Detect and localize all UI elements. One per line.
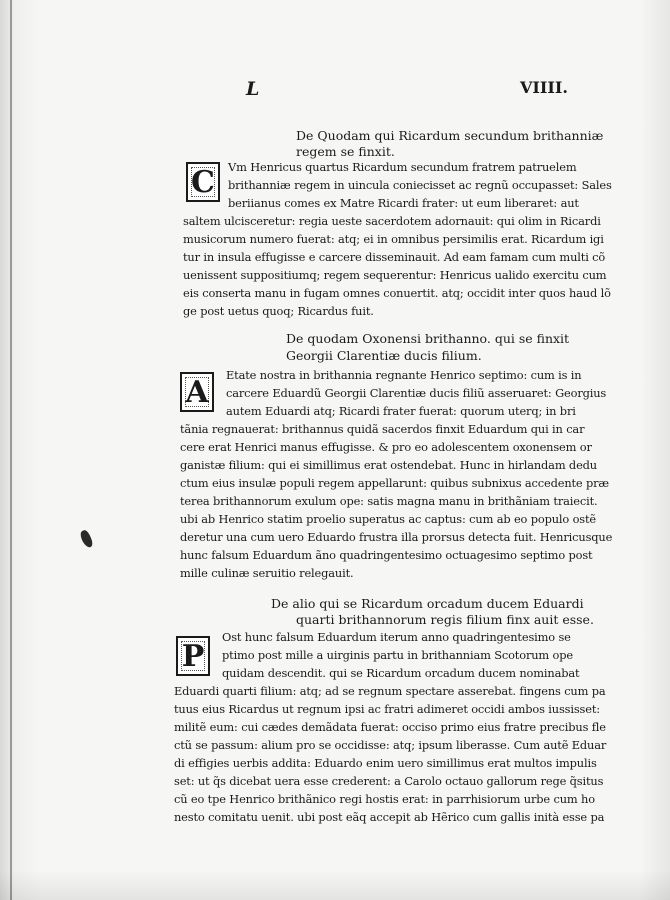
section-1-line: uenissent suppositiumq; regem sequerentur: Henricus ualido exercitu cum [183, 268, 607, 282]
section-2-line: ubi ab Henrico statim proelio superatus ac captus: cum ab eo populo ostẽ [180, 512, 596, 526]
section-3-line: tuus eius Ricardus ut regnum ipsi ac fratri adimeret occidi ambos iussisset: [174, 702, 600, 716]
section-2-line: carcere Eduardũ Georgii Clarentiæ ducis filiũ asseruaret: Georgius [226, 386, 607, 400]
section-2-line: hunc falsum Eduardum ãno quadringentesimo octuagesimo septimo post [180, 548, 593, 562]
section-3-line: quidam descendit. qui se Ricardum orcadum ducem nominabat [222, 666, 580, 680]
section-2-line: ctum eius insulæ populi regem appellarunt: quibus subnixus accedente præ [180, 476, 609, 490]
section-2-heading-line-1: De quodam Oxonensi brithanno. qui se finxit [286, 331, 570, 346]
section-1-heading-line-2: regem se finxit. [296, 144, 395, 159]
binding-edge [10, 0, 12, 900]
section-3-heading-line-2: quarti brithannorum regis filium finx auit esse. [296, 612, 594, 627]
section-3-line: ctũ se passum: alium pro se occidisse: atq; ipsum liberasse. Cum autẽ Eduar [174, 738, 607, 752]
section-2-line: deretur una cum uero Eduardo frustra illa prorsus detecta fuit. Henricusque [180, 530, 613, 544]
section-3-line: Ost hunc falsum Eduardum iterum anno quadringentesimo se [222, 630, 571, 644]
section-2-line: ganistæ filium: qui ei simillimus erat ostendebat. Hunc in hirlandam dedu [180, 458, 597, 472]
section-1-line: Vm Henricus quartus Ricardum secundum fratrem patruelem [228, 160, 577, 174]
section-2-line: autem Eduardi atq; Ricardi frater fuerat: quorum uterq; in bri [226, 404, 576, 418]
section-1-line: eis conserta manu in fugam omnes conuertit. atq; occidit inter quos haud lõ [183, 286, 611, 300]
page-signature: L [246, 78, 260, 100]
section-1-initial: C [186, 162, 220, 202]
section-3-line: Eduardi quarti filium: atq; ad se regnum spectare asserebat. fingens cum pa [174, 684, 606, 698]
section-2-line: cere erat Henrici manus effugisse. & pro eo adolescentem oxonensem or [180, 440, 592, 454]
section-1-line: saltem ulcisceretur: regia ueste sacerdotem adornauit: qui olim in Ricardi [183, 214, 601, 228]
section-3-initial: P [176, 636, 210, 676]
section-1-line: ge post uetus quoq; Ricardus fuit. [183, 304, 374, 318]
section-1-line: beriianus comes ex Matre Ricardi frater: ut eum liberaret: aut [228, 196, 579, 210]
section-2-line: Etate nostra in brithannia regnante Henrico septimo: cum is in [226, 368, 582, 382]
section-3-line: di effigies uerbis addita: Eduardo enim uero simillimus erat multos impulis [174, 756, 597, 770]
section-3-line: militẽ eum: cui cædes demãdata fuerat: occiso primo eius fratre precibus fle [174, 720, 606, 734]
section-2-line: tãnia regnauerat: brithannus quidã sacerdos finxit Eduardum qui in car [180, 422, 585, 436]
section-1-heading-line-1: De Quodam qui Ricardum secundum brithanniæ [296, 128, 604, 143]
section-3-heading-line-1: De alio qui se Ricardum orcadum ducem Eduardi [271, 596, 584, 611]
section-2-line: mille culinæ seruitio relegauit. [180, 566, 354, 580]
section-3-line: ptimo post mille a uirginis partu in brithanniam Scotorum ope [222, 648, 573, 662]
section-1-line: brithanniæ regem in uincula coniecisset ac regnũ occupasset: Sales [228, 178, 612, 192]
section-3-line: cũ eo tpe Henrico brithãnico regi hostis erat: in parrhisiorum urbe cum ho [174, 792, 595, 806]
page-shadow [0, 870, 670, 900]
section-3-line: nesto comitatu uenit. ubi post eãq accepit ab Hẽrico cum gallis inità esse pa [174, 810, 605, 824]
section-2-heading-line-2: Georgii Clarentiæ ducis filium. [286, 348, 482, 363]
section-2-initial: A [180, 372, 214, 412]
section-1-line: musicorum numero fuerat: atq; ei in omnibus persimilis erat. Ricardum igi [183, 232, 604, 246]
folio-number: VIIII. [520, 78, 568, 97]
section-2-line: terea brithannorum exulum ope: satis magna manu in brithãniam traiecit. [180, 494, 598, 508]
section-1-line: tur in insula effugisse e carcere disseminauit. Ad eam famam cum multi cõ [183, 250, 606, 264]
ink-smudge [79, 529, 95, 549]
section-3-line: set: ut q̃s dicebat uera esse crederent: a Carolo octauo gallorum rege q̃situs [174, 774, 604, 788]
